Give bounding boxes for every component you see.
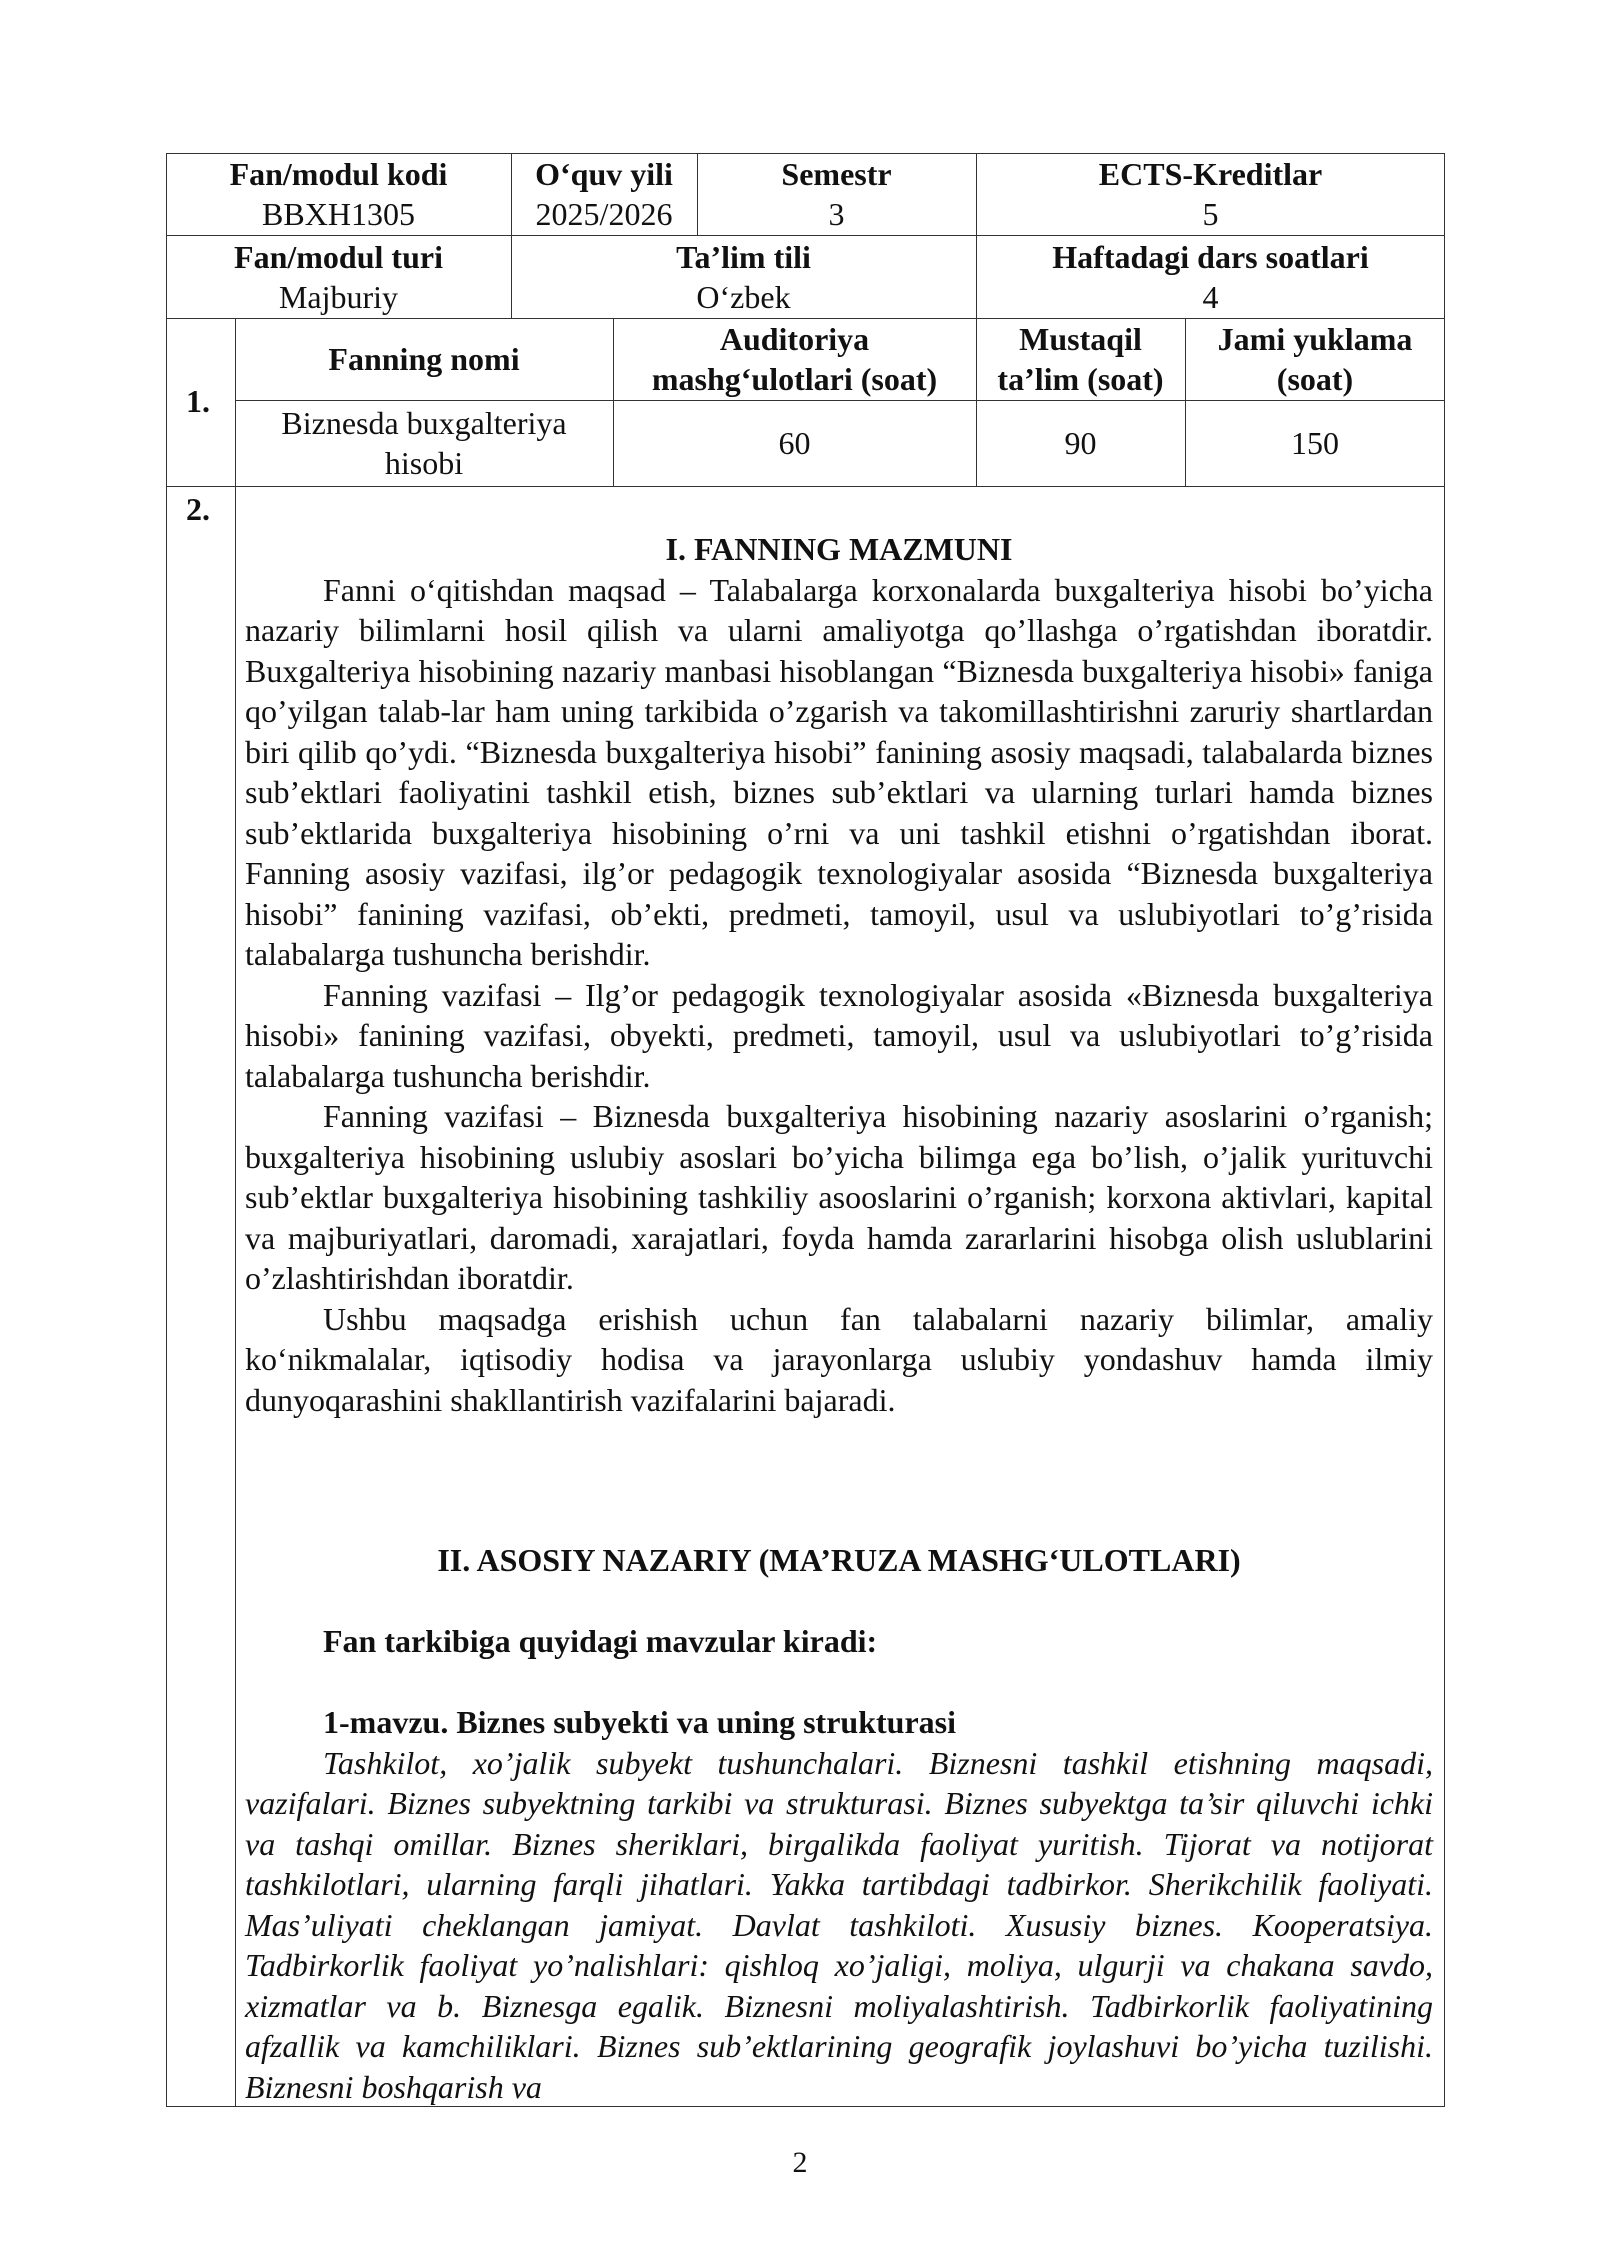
oquv-yili-value: 2025/2026 [535,196,673,232]
haftadagi-value: 4 [1202,278,1219,315]
jami-header [1185,318,1445,400]
semestr-value: 3 [828,196,845,232]
section2-title-block [245,1540,1433,1581]
auditoriya-value-cell [613,400,976,486]
row-number-1: 1. [186,383,210,419]
page-number: 2 [792,2146,808,2179]
fan-nomi-value-line2: hisobi [384,445,464,481]
subheading-block [245,1621,1433,1662]
paragraph-1: Fanni o‘qitishdan maqsad – Talabalarga korxonalarda buxgalteriya hisobi bo’yicha nazariy bilimlarni hosil qilish va ularni amaliyotga qo’llashga o’rgatishdan iboratdir. Buxgalteriya hisobining nazariy manbasi hisoblangan “Biznesda buxgalteriya hisobi» faniga qo’yilgan talab-lar ham uning tarkibida o’zgarish va takomillashtirishni zaruriy shartlardan biri qilib qo’ydi. “Biznesda buxgalteriya hisobi” fanining asosiy maqsadi, talabalarda biznes sub’ektlari faoliyatini tashkil etish, biznes sub’ektlari va ularning turlari hamda biznes sub’ektlarida buxgalteriya hisobining o’rni va uni tashkil etishni o’rgatishdan iborat. Fanning asosiy vazifasi, ilg’or pedagogik texnologiyalar asosida “Biznesda buxgalteriya hisobi” fanining vazifasi, ob’ekti, predmeti, tamoyil, usul va uslubiyotlari to’g’risida talabalarga tushuncha berishdir. [245,571,1433,972]
jami-label-line1: Jami yuklama [1217,321,1413,357]
mustaqil-label-line1: Mustaqil [1019,321,1142,357]
topic1-text: Tashkilot, xo’jalik subyekt tushunchalari. Biznesni tashkil etishning maqsadi, vazifalari. Biznes subyektning tarkibi va strukturasi. Biznes subyektga ta’sir qiluvchi ichki va tashqi omillar. Biznes sheriklari, birgalikda faoliyat yuritish. Tijorat va notijorat tashkilotlari, ularning farqli jihatlari. Yakka tartibdagi tadbirkor. Sherikchilik faoliyati. Mas’uliyati cheklangan jamiyat. Davlat tashkiloti. Xususiy biznes. Kooperatsiya. Tadbirkorlik faoliyat yo’nalishlari: qishloq xo’jaligi, moliya, ulgurji va chakana savdo, xizmatlar va b. Biznesga egalik. Biznesni moliyalashtirish. Tadbirkorlik faoliyatining afzallik va kamchiliklari. Biznes sub’ektlarining geografik joylashuvi bo’yicha tuzilishi. Biznesni boshqarish va [245,1744,1433,2105]
auditoriya-label-line2: mashg‘ulotlari (soat) [651,361,938,397]
haftadagi-cell [976,235,1445,318]
jami-value-cell [1185,400,1445,486]
ects-label: ECTS-Kreditlar [1098,156,1323,192]
paragraph-2: Fanning vazifasi – Ilg’or pedagogik texnologiyalar asosida «Biznesda buxgalteriya hisobi» fanining vazifasi, obyekti, predmeti, tamoyil, usul va uslubiyotlari to’g’risida talabalarga tushuncha berishdir. [245,976,1433,1094]
fan-nomi-value-cell [235,400,613,486]
oquv-yili-label: O‘quv yili [535,156,673,192]
fan-modul-kodi-cell [166,153,511,235]
topics-subheading: Fan tarkibiga quyidagi mavzular kiradi: [323,1623,878,1659]
fan-modul-kodi-value: BBXH1305 [262,196,415,232]
semestr-cell [697,153,976,235]
mustaqil-value: 90 [1064,425,1097,461]
oquv-yili-cell [511,153,697,235]
fanning-nomi-header [235,318,613,400]
talim-tili-value: O‘zbek [696,278,791,315]
topic1-block [245,1702,1433,2107]
auditoriya-label-line1: Auditoriya [719,321,870,357]
auditoriya-value: 60 [778,425,811,461]
semestr-label: Semestr [781,156,892,192]
paragraph-4: Ushbu maqsadga erishish uchun fan talabalarni nazariy bilimlar, amaliy ko‘nikmalalar, iqtisodiy hodisa va jarayonlarga uslubiy yondashuv hamda ilmiy dunyoqarashini shakllantirish vazifalarini bajaradi. [245,1300,1433,1418]
fan-nomi-value-line1: Biznesda buxgalteriya [281,405,567,441]
fan-turi-value: Majburiy [278,278,399,315]
section2-title: II. ASOSIY NAZARIY (MA’RUZA MASHG‘ULOTLARI) [437,1542,1241,1578]
ects-value: 5 [1202,196,1219,232]
mustaqil-label-line2: ta’lim (soat) [997,361,1164,397]
jami-value: 150 [1291,425,1339,461]
fan-turi-cell [166,235,511,318]
jami-label-line2: (soat) [1276,361,1354,397]
auditoriya-header [613,318,976,400]
table-rule [235,318,236,2107]
fan-turi-label: Fan/modul turi [234,238,443,275]
mustaqil-header [976,318,1185,400]
table-rule [166,486,1445,487]
paragraph-3: Fanning vazifasi – Biznesda buxgalteriya hisobining nazariy asoslarini o’rganish; buxgalteriya hisobining uslubiy asoslari bo’yicha bilimga ega bo’lish, o’jalik yurituvchi sub’ektlar buxgalteriya hisobining tashkiliy asooslarini o’rganish; korxona aktivlari, kapital va majburiyatlari, daromadi, xarajatlari, foyda hamda zararlarini hisobga olish uslublarini o’zlashtirishdan iboratdir. [245,1098,1433,1296]
haftadagi-label: Haftadagi dars soatlari [1052,238,1369,275]
section1-block [245,529,1433,1420]
section1-title: I. FANNING MAZMUNI [665,531,1013,567]
mustaqil-value-cell [976,400,1185,486]
row-number-2: 2. [186,491,210,527]
ects-cell [976,153,1445,235]
talim-tili-label: Ta’lim tili [676,238,811,275]
fanning-nomi-label: Fanning nomi [328,341,520,377]
topic1-title: 1-mavzu. Biznes subyekti va uning strukturasi [323,1704,956,1740]
fan-modul-kodi-label: Fan/modul kodi [229,156,448,192]
talim-tili-cell [511,235,976,318]
